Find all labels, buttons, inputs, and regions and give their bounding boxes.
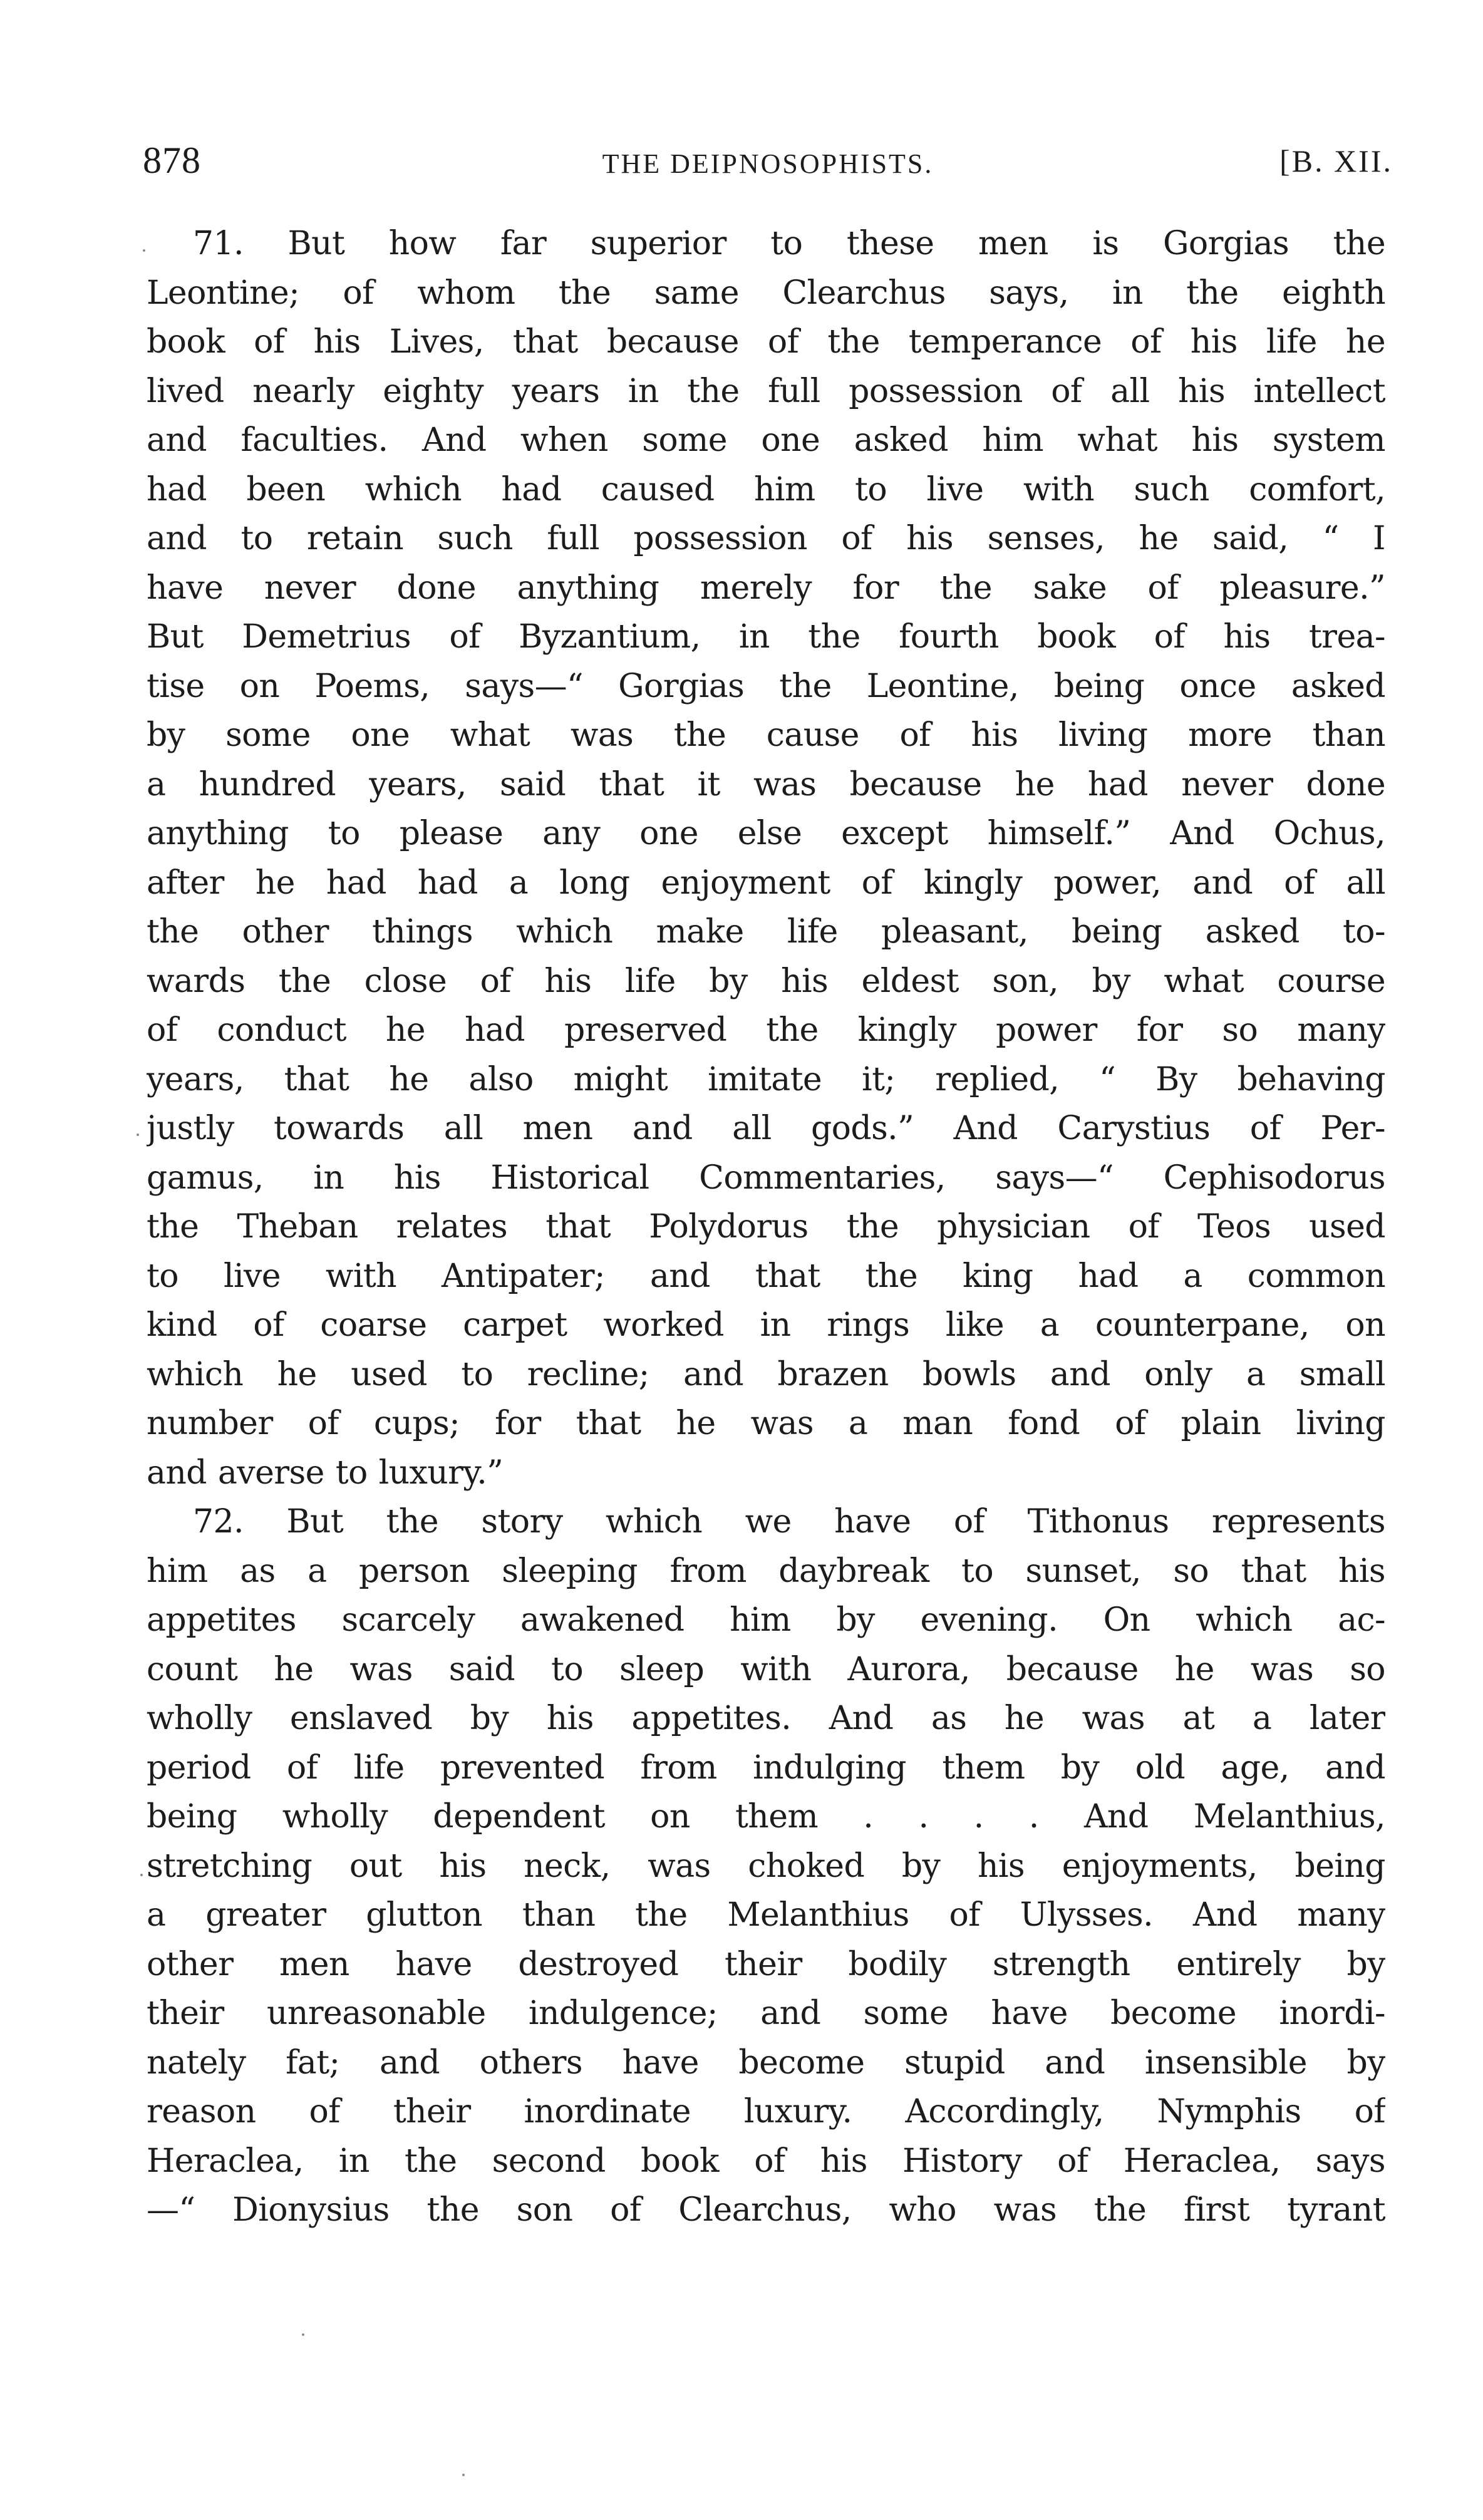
text-line: a hundred years, said that it was because he had never done (147, 765, 1385, 803)
text-line: lived nearly eighty years in the full possession of all his intellect (147, 372, 1385, 410)
paper-speck (143, 249, 145, 252)
text-line: to live with Antipater; and that the king had a common (147, 1257, 1385, 1295)
text-line: kind of coarse carpet worked in rings like a counterpane, on (147, 1306, 1385, 1344)
paragraph-end-line: and averse to luxury.” (147, 1454, 504, 1492)
text-line: count he was said to sleep with Aurora, because he was so (147, 1650, 1385, 1688)
body-text (147, 219, 1385, 2235)
text-line: anything to please any one else except himself.” And Ochus, (147, 815, 1385, 852)
book-reference: [B. XII. (1279, 143, 1393, 178)
paragraph-71-line: 71. But how far superior to these men is Gorgias the (193, 225, 1385, 262)
text-line: period of life prevented from indulging them by old age, and (147, 1748, 1385, 1787)
text-line: Leontine; of whom the same Clearchus says, in the eighth (147, 274, 1385, 312)
paper-speck (137, 1133, 139, 1136)
running-title: THE DEIPNOSOPHISTS. (602, 148, 934, 179)
text-line: tise on Poems, says—“ Gorgias the Leontine, being once asked (147, 667, 1385, 705)
paragraph-72-line: 72. But the story which we have of Tithonus represents (193, 1503, 1385, 1541)
text-line: have never done anything merely for the sake of pleasure.” (147, 569, 1385, 607)
text-line: the other things which make life pleasant, being asked to- (147, 913, 1385, 951)
text-line: justly towards all men and all gods.” And Carystius of Per- (147, 1110, 1385, 1147)
text-line: other men have destroyed their bodily strength entirely by (147, 1945, 1385, 1983)
text-line: and faculties. And when some one asked him what his system (147, 421, 1385, 459)
text-line: after he had had a long enjoyment of kingly power, and of all (147, 864, 1385, 902)
text-line: which he used to recline; and brazen bowls and only a small (147, 1355, 1385, 1393)
text-line: appetites scarcely awakened him by evening. On which ac- (147, 1601, 1385, 1639)
text-line: number of cups; for that he was a man fond of plain living (147, 1405, 1385, 1442)
text-line: stretching out his neck, was choked by his enjoyments, being (147, 1847, 1385, 1885)
text-line: him as a person sleeping from daybreak to sunset, so that his (147, 1552, 1385, 1590)
text-line: the Theban relates that Polydorus the physician of Teos used (147, 1208, 1385, 1246)
paper-speck (302, 2333, 304, 2336)
text-line: being wholly dependent on them . . . . And Melanthius, (147, 1798, 1385, 1836)
paper-speck (140, 1874, 143, 1876)
text-line: years, that he also might imitate it; replied, “ By behaving (147, 1060, 1385, 1098)
text-line: But Demetrius of Byzantium, in the fourth book of his trea- (147, 618, 1385, 656)
text-line: their unreasonable indulgence; and some have become inordi- (147, 1995, 1385, 2032)
text-line: of conduct he had preserved the kingly power for so many (147, 1011, 1385, 1049)
text-line: book of his Lives, that because of the temperance of his life he (147, 323, 1385, 361)
text-line: had been which had caused him to live with such comfort, (147, 470, 1385, 509)
running-head (143, 139, 1393, 189)
text-line: —“ Dionysius the son of Clearchus, who was the first tyrant (147, 2191, 1385, 2229)
text-line: and to retain such full possession of his senses, he said, “ I (147, 520, 1385, 557)
page-number: 878 (143, 140, 201, 181)
text-line: nately fat; and others have become stupid and insensible by (147, 2043, 1385, 2082)
text-line: wards the close of his life by his eldest son, by what course (147, 962, 1385, 1000)
text-line: wholly enslaved by his appetites. And as he was at a later (147, 1700, 1385, 1737)
text-line: a greater glutton than the Melanthius of Ulysses. And many (147, 1896, 1385, 1934)
text-line: gamus, in his Historical Commentaries, says—“ Cephisodorus (147, 1159, 1385, 1197)
paper-speck (462, 2474, 465, 2476)
text-line: reason of their inordinate luxury. Accordingly, Nymphis of (147, 2093, 1385, 2130)
text-line: by some one what was the cause of his living more than (147, 716, 1385, 754)
text-line: Heraclea, in the second book of his History of Heraclea, says (147, 2142, 1385, 2180)
